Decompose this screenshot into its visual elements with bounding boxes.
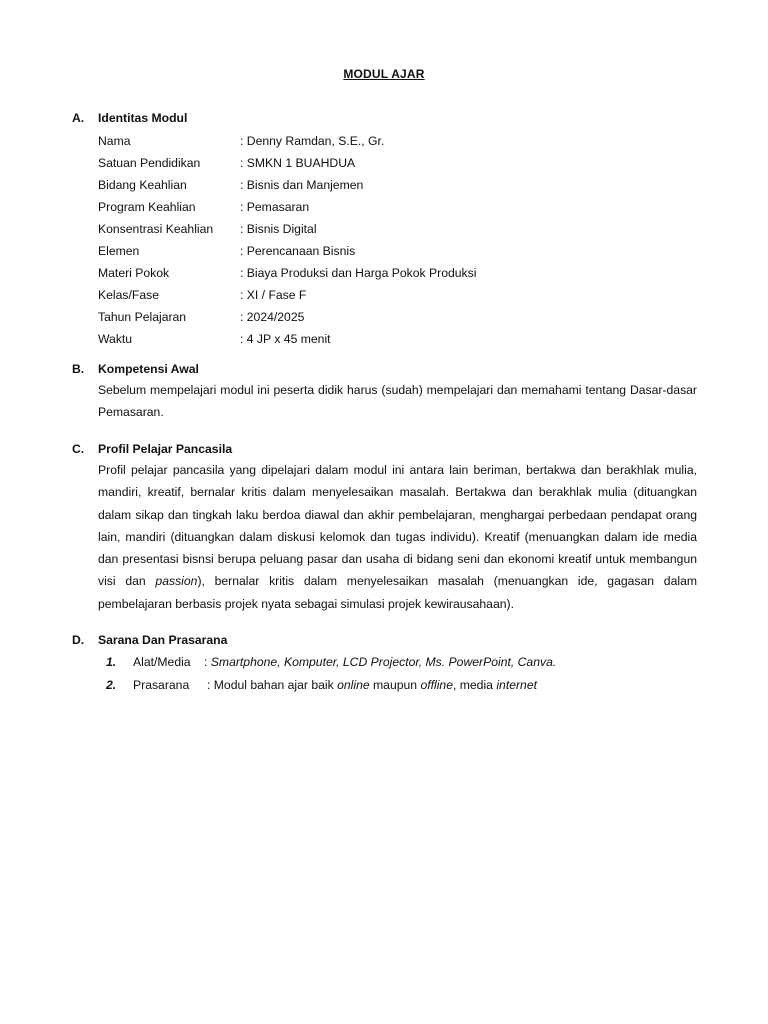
identity-row-tahun-pelajaran bbox=[98, 310, 698, 332]
sarana-value-text: Smartphone, Komputer, LCD Projector, Ms. PowerPoint, Canva. bbox=[210, 655, 557, 669]
identity-label: Konsentrasi Keahlian bbox=[98, 222, 214, 236]
identity-label: Program Keahlian bbox=[98, 200, 196, 214]
sarana-label: Alat/Media bbox=[133, 655, 191, 669]
identity-value: : Biaya Produksi dan Harga Pokok Produksi bbox=[240, 266, 477, 280]
identity-row-nama bbox=[98, 134, 698, 156]
section-a-letter: A. bbox=[72, 111, 85, 125]
identity-row-satuan-pendidikan bbox=[98, 156, 698, 178]
sarana-value-internet: internet bbox=[496, 678, 537, 692]
document-title: MODUL AJAR bbox=[343, 67, 425, 81]
identity-row-elemen bbox=[98, 244, 698, 266]
identity-value: : Bisnis dan Manjemen bbox=[240, 178, 364, 192]
section-c-text-part-1: Profil pelajar pancasila yang dipelajari dalam modul ini antara lain beriman, bertakwa dan berakhlak mulia, mandiri, kreatif, bernalar kritis dalam menyelesaikan masalah. Bertakwa dan berakhlak mulia (dituangkan dalam sikap dan tingkah laku berdoa diawal dan akhir pembelajaran, menghargai perbedaan pendapat orang lain, mandiri (dituangkan dalam diskusi kelomok dan tugas individu). Kreatif (menuangkan dalam ide media dan presentasi bisnsi berupa peluang pasar dan usaha di bidang seni dan ekonomi kreatif untuk membangun visi dan bbox=[98, 463, 697, 589]
identity-value: : XI / Fase F bbox=[240, 288, 307, 302]
section-b-title: Kompetensi Awal bbox=[98, 362, 199, 376]
sarana-value-text-2: maupun bbox=[369, 678, 421, 692]
list-number: 1. bbox=[106, 655, 117, 669]
section-c-passion-word: passion bbox=[155, 574, 198, 589]
section-c-heading bbox=[72, 442, 232, 456]
sarana-separator: : bbox=[207, 678, 214, 692]
identity-row-konsentrasi-keahlian bbox=[98, 222, 698, 244]
identity-label: Bidang Keahlian bbox=[98, 178, 187, 192]
identity-value: : 4 JP x 45 menit bbox=[240, 332, 331, 346]
sarana-value-offline: offline bbox=[420, 678, 453, 692]
section-c-title: Profil Pelajar Pancasila bbox=[98, 442, 233, 456]
identity-value: : Bisnis Digital bbox=[240, 222, 317, 236]
section-c-letter: C. bbox=[72, 442, 85, 456]
section-c-text-part-2: ), bernalar kritis dalam menyelesaikan masalah (menuangkan ide, gagasan dalam pembelajaran berbasis projek nyata sebagai simulasi projek kewirausahaan). bbox=[98, 574, 697, 611]
section-d-letter: D. bbox=[72, 633, 85, 647]
list-number: 2. bbox=[106, 678, 117, 692]
section-d-title: Sarana Dan Prasarana bbox=[98, 633, 228, 647]
identity-value: : 2024/2025 bbox=[240, 310, 305, 324]
section-a-title: Identitas Modul bbox=[98, 111, 188, 125]
sarana-value bbox=[204, 655, 556, 669]
sarana-value-text-3: , media bbox=[452, 678, 497, 692]
section-b-paragraph: Sebelum mempelajari modul ini peserta didik harus (sudah) mempelajari dan memahami tentang Dasar-dasar Pemasaran. bbox=[98, 383, 697, 420]
identity-label: Materi Pokok bbox=[98, 266, 170, 280]
sarana-label: Prasarana bbox=[133, 678, 190, 692]
identity-row-materi-pokok bbox=[98, 266, 698, 288]
sarana-value-text-1: Modul bahan ajar baik bbox=[213, 678, 338, 692]
identity-value: : SMKN 1 BUAHDUA bbox=[240, 156, 356, 170]
identity-label: Kelas/Fase bbox=[98, 288, 159, 302]
identity-label: Satuan Pendidikan bbox=[98, 156, 201, 170]
identity-label: Tahun Pelajaran bbox=[98, 310, 187, 324]
identity-label: Elemen bbox=[98, 244, 140, 258]
identity-label: Nama bbox=[98, 134, 131, 148]
identity-row-bidang-keahlian bbox=[98, 178, 698, 200]
identity-value: : Perencanaan Bisnis bbox=[240, 244, 356, 258]
identity-label: Waktu bbox=[98, 332, 133, 346]
section-c-paragraph bbox=[98, 459, 697, 615]
section-b-letter: B. bbox=[72, 362, 85, 376]
identity-row-program-keahlian bbox=[98, 200, 698, 222]
section-b-heading bbox=[72, 362, 199, 376]
sarana-value bbox=[207, 678, 537, 692]
identity-row-waktu bbox=[98, 332, 698, 354]
sarana-value-online: online bbox=[337, 678, 370, 692]
identity-value: : Denny Ramdan, S.E., Gr. bbox=[240, 134, 385, 148]
section-a-heading bbox=[72, 111, 187, 125]
section-d-heading bbox=[72, 633, 227, 647]
identity-value: : Pemasaran bbox=[240, 200, 310, 214]
sarana-separator: : bbox=[204, 655, 211, 669]
identity-row-kelas-fase bbox=[98, 288, 698, 310]
